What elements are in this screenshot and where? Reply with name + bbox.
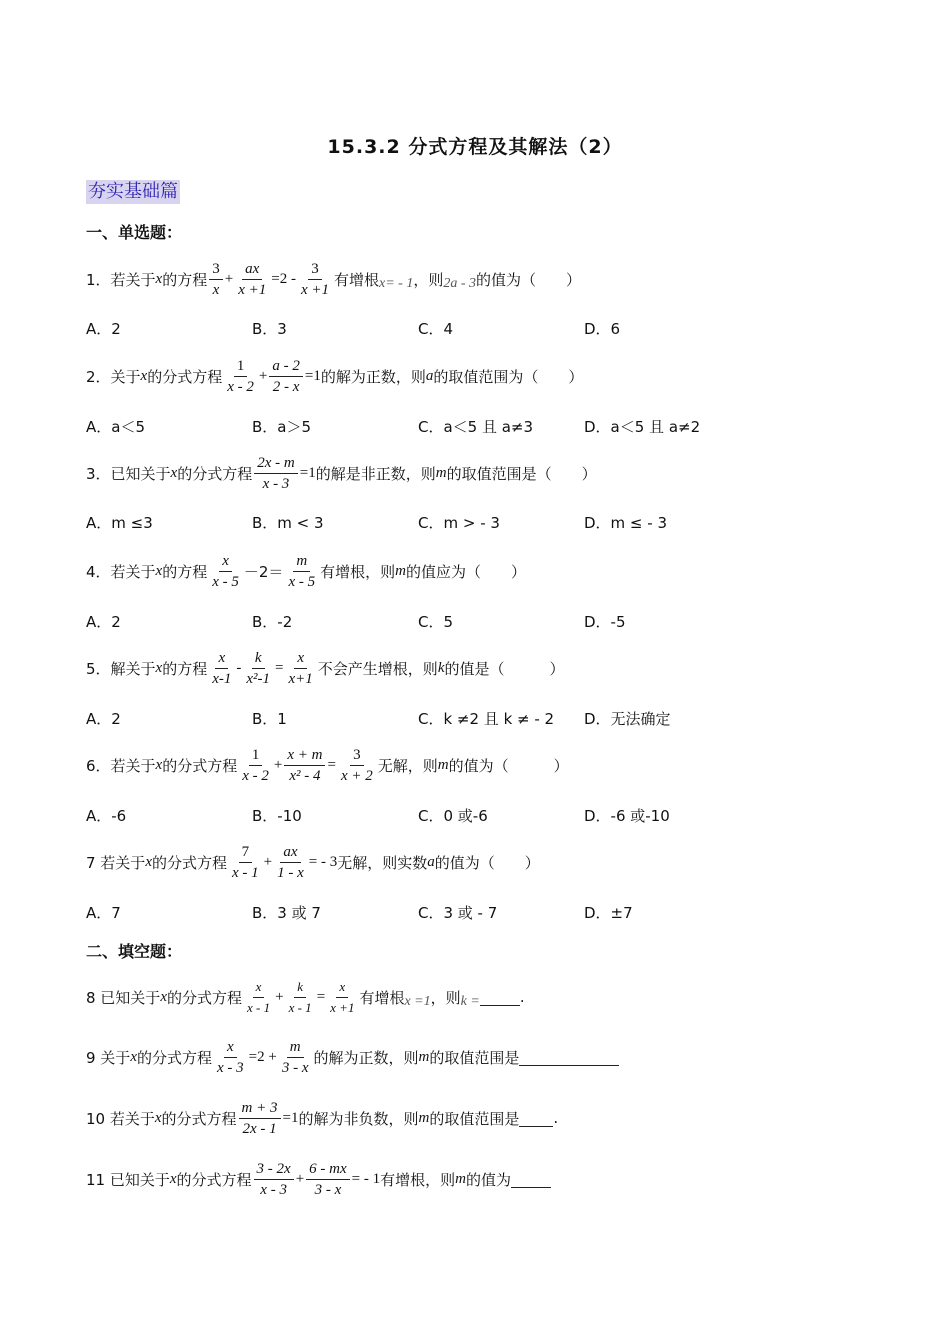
section-tag: 夯实基础篇 — [88, 181, 178, 202]
variable: m — [455, 1170, 466, 1187]
option-d[interactable]: D．-6 或-10 — [584, 807, 670, 825]
option-a[interactable]: A．7 — [86, 904, 121, 922]
option-b[interactable]: B．-2 — [252, 613, 293, 631]
operator: = — [327, 756, 336, 773]
operator: + — [258, 367, 268, 384]
fraction: $\frac{x}{x-1}$ — [212, 649, 232, 687]
variable: x — [155, 562, 163, 579]
variable: x — [155, 659, 163, 676]
operator: + — [263, 853, 273, 870]
question-number: 3．已知关于 — [86, 464, 171, 483]
text: 的值为（ ） — [476, 270, 582, 289]
question-number: 6．若关于 — [86, 756, 156, 775]
text: ，则 — [413, 270, 444, 289]
operator: = - 1 — [351, 1170, 381, 1187]
question-number: 2．关于 — [86, 367, 141, 386]
text: 的解为正数，则 — [313, 1048, 419, 1067]
operator: + — [224, 270, 234, 287]
variable: m — [437, 756, 449, 773]
text: 的取值范围为（ ） — [433, 367, 584, 386]
fraction: $\frac{m}{3 - x}$ — [281, 1038, 309, 1076]
option-d[interactable]: D．m ≤ - 3 — [584, 514, 667, 532]
text: 的取值范围是 — [429, 1048, 520, 1067]
text: 有增根 — [333, 270, 379, 289]
variable: x — [160, 988, 167, 1005]
option-a[interactable]: A．m ≤3 — [86, 514, 153, 532]
fraction: $\frac{x + m}{\text{x² - 4}}$ — [284, 746, 325, 785]
text: 的分式方程 — [136, 1048, 212, 1067]
option-d[interactable]: D．-5 — [584, 613, 626, 631]
variable: m — [435, 464, 447, 481]
fraction: $\frac{6 - mx}{3 - x}$ — [306, 1160, 350, 1199]
fraction: $\frac{x}{x +1}$ — [330, 978, 355, 1015]
operator: + — [295, 1170, 305, 1187]
operator: －2＝ — [243, 562, 284, 581]
text: 的分式方程 — [177, 464, 253, 483]
expression: 2a - 3 — [443, 276, 477, 291]
question-1 — [86, 254, 581, 304]
variable: x — [154, 1109, 162, 1126]
answer-blank[interactable] — [511, 1171, 551, 1188]
options-4 — [86, 611, 846, 632]
fraction: $\frac{k}{\text{x²-1}}$ — [246, 649, 271, 687]
text: 的分式方程 — [166, 988, 242, 1007]
variable: k = — [460, 994, 480, 1009]
operator: = — [316, 988, 326, 1005]
question-9 — [86, 1032, 619, 1082]
option-d[interactable]: D．±7 — [584, 904, 633, 922]
fraction: $\frac{3}{x + 2}$ — [340, 746, 373, 784]
options-7 — [86, 902, 846, 923]
variable: x — [169, 1170, 177, 1187]
answer-blank[interactable] — [480, 989, 520, 1006]
text: . — [553, 1109, 559, 1127]
options-5 — [86, 708, 846, 729]
option-a[interactable]: A．2 — [86, 320, 121, 338]
question-11 — [86, 1154, 551, 1204]
fraction: $\frac{m + 3}{2x - 1}$ — [239, 1099, 281, 1138]
text: 的解为非负数，则 — [298, 1109, 419, 1128]
option-b[interactable]: B．1 — [252, 710, 287, 728]
variable: m — [418, 1048, 430, 1065]
option-c[interactable]: C．k ≠2 且 k ≠ - 2 — [418, 710, 555, 728]
question-number: 9 关于 — [86, 1048, 131, 1067]
text: 的值应为（ ） — [405, 562, 526, 581]
fraction: $\frac{x}{x - 5}$ — [212, 552, 239, 590]
text: 的分式方程 — [147, 367, 223, 386]
text: 有增根 — [359, 988, 405, 1007]
variable: x — [170, 464, 178, 481]
root-expression: x =1 — [404, 994, 431, 1009]
text: 的值为（ ） — [448, 756, 569, 775]
operator: =1 — [282, 1109, 299, 1126]
option-c[interactable]: C．m > - 3 — [418, 514, 500, 532]
text: 的值为 — [466, 1170, 512, 1189]
question-number: 1．若关于 — [86, 270, 156, 289]
fraction: $\frac{1}{x - 2}$ — [242, 746, 269, 784]
fraction: $\frac{3}{x}$ — [209, 260, 223, 299]
page-title: 15.3.2 分式方程及其解法（2） — [327, 136, 623, 158]
fraction: $\frac{x}{x - 1}$ — [247, 978, 271, 1015]
text: 的取值范围是（ ） — [446, 464, 597, 483]
option-d[interactable]: D．无法确定 — [584, 710, 671, 728]
text: ，则 — [430, 988, 461, 1007]
option-a[interactable]: A．-6 — [86, 807, 127, 825]
fraction: $\frac{m}{x - 5}$ — [288, 552, 316, 590]
answer-blank[interactable] — [519, 1110, 553, 1127]
text: 有增根，则 — [320, 562, 396, 581]
question-number: 8 已知关于 — [86, 988, 161, 1007]
text: 有增根，则 — [380, 1170, 456, 1189]
variable: a — [427, 853, 435, 870]
question-2 — [86, 351, 583, 401]
text: 的分式方程 — [176, 1170, 252, 1189]
fraction: $\frac{x}{x+1}$ — [288, 649, 313, 687]
variable: m — [395, 562, 406, 579]
operator: =1 — [299, 464, 316, 481]
fraction: $\frac{k}{x - 1}$ — [288, 978, 312, 1015]
option-d[interactable]: D．a＜5 且 a≠2 — [584, 418, 701, 436]
option-b[interactable]: B．a＞5 — [252, 418, 312, 436]
heading-fill-blank: 二、填空题： — [86, 942, 183, 961]
fraction: $\frac{7}{x - 1}$ — [232, 843, 259, 881]
options-1 — [86, 318, 846, 339]
text: 无解，则 — [377, 756, 438, 775]
question-number: 10 若关于 — [86, 1109, 155, 1128]
variable: a — [425, 367, 434, 384]
operator: + — [273, 756, 283, 773]
text: 的取值范围是 — [429, 1109, 520, 1128]
fraction: $\frac{x}{x - 3}$ — [217, 1038, 244, 1076]
question-4 — [86, 546, 526, 596]
option-b[interactable]: B．-10 — [252, 807, 302, 825]
operator: =2 - — [271, 270, 296, 287]
fraction: $\frac{3 - 2x}{x - 3}$ — [254, 1160, 294, 1199]
question-number: 5．解关于 — [86, 659, 156, 678]
variable: x — [155, 756, 163, 773]
options-6 — [86, 805, 846, 826]
text: 的值是（ ） — [444, 659, 565, 678]
option-b[interactable]: B．m < 3 — [252, 514, 324, 532]
question-10 — [86, 1093, 558, 1143]
text: 的方程 — [162, 562, 208, 581]
question-number: 4．若关于 — [86, 562, 156, 581]
operator: = - 3 — [308, 853, 338, 870]
fraction: $\frac{ax}{1 - x}$ — [277, 843, 304, 881]
operator: - — [236, 659, 242, 676]
root-expression: x= - 1 — [379, 276, 414, 291]
fraction: $\frac{a - 2}{2 - x}$ — [269, 357, 303, 396]
operator: = — [275, 659, 284, 676]
question-7 — [86, 837, 540, 887]
option-c[interactable]: C．4 — [418, 320, 454, 338]
option-c[interactable]: C．3 或 - 7 — [418, 904, 498, 922]
question-number: 11 已知关于 — [86, 1170, 170, 1189]
text: 的解为正数，则 — [320, 367, 426, 386]
variable: x — [140, 367, 148, 384]
option-c[interactable]: C．a＜5 且 a≠3 — [418, 418, 534, 436]
answer-blank[interactable] — [519, 1049, 619, 1066]
option-a[interactable]: A．2 — [86, 710, 121, 728]
options-2 — [86, 416, 846, 437]
question-6 — [86, 740, 569, 790]
question-5 — [86, 643, 565, 693]
option-a[interactable]: A．2 — [86, 613, 121, 631]
variable: x — [145, 853, 152, 870]
option-d[interactable]: D．6 — [584, 320, 621, 338]
option-b[interactable]: B．3 — [252, 320, 287, 338]
text: 的分式方程 — [151, 853, 227, 872]
variable: k — [437, 659, 445, 676]
options-3 — [86, 512, 846, 533]
fraction: $\frac{3}{x +1}$ — [300, 260, 329, 298]
text: 的分式方程 — [162, 756, 238, 775]
fraction: $\frac{ax}{x +1}$ — [238, 260, 267, 298]
text: 不会产生增根，则 — [317, 659, 438, 678]
operator: + — [275, 988, 284, 1005]
question-3 — [86, 448, 597, 498]
variable: x — [130, 1048, 137, 1065]
operator: =2 + — [248, 1048, 277, 1065]
fraction: $\frac{2x - m}{x - 3}$ — [254, 454, 298, 493]
heading-single-choice: 一、单选题： — [86, 223, 183, 242]
text: 的解是非正数，则 — [315, 464, 436, 483]
text: 的值为（ ） — [434, 853, 540, 872]
option-c[interactable]: C．0 或-6 — [418, 807, 488, 825]
text: 的分式方程 — [161, 1109, 237, 1128]
variable: m — [418, 1109, 430, 1126]
text: . — [519, 988, 525, 1006]
option-c[interactable]: C．5 — [418, 613, 454, 631]
variable: x — [155, 270, 163, 287]
fraction: $\frac{1}{x - 2}$ — [227, 357, 254, 395]
question-8 — [86, 972, 525, 1022]
option-a[interactable]: A．a＜5 — [86, 418, 145, 436]
text: 无解，则实数 — [337, 853, 428, 872]
text: 的方程 — [162, 270, 208, 289]
question-number: 7 若关于 — [86, 853, 146, 872]
option-b[interactable]: B．3 或 7 — [252, 904, 321, 922]
text: 的方程 — [162, 659, 208, 678]
operator: =1 — [304, 367, 321, 384]
